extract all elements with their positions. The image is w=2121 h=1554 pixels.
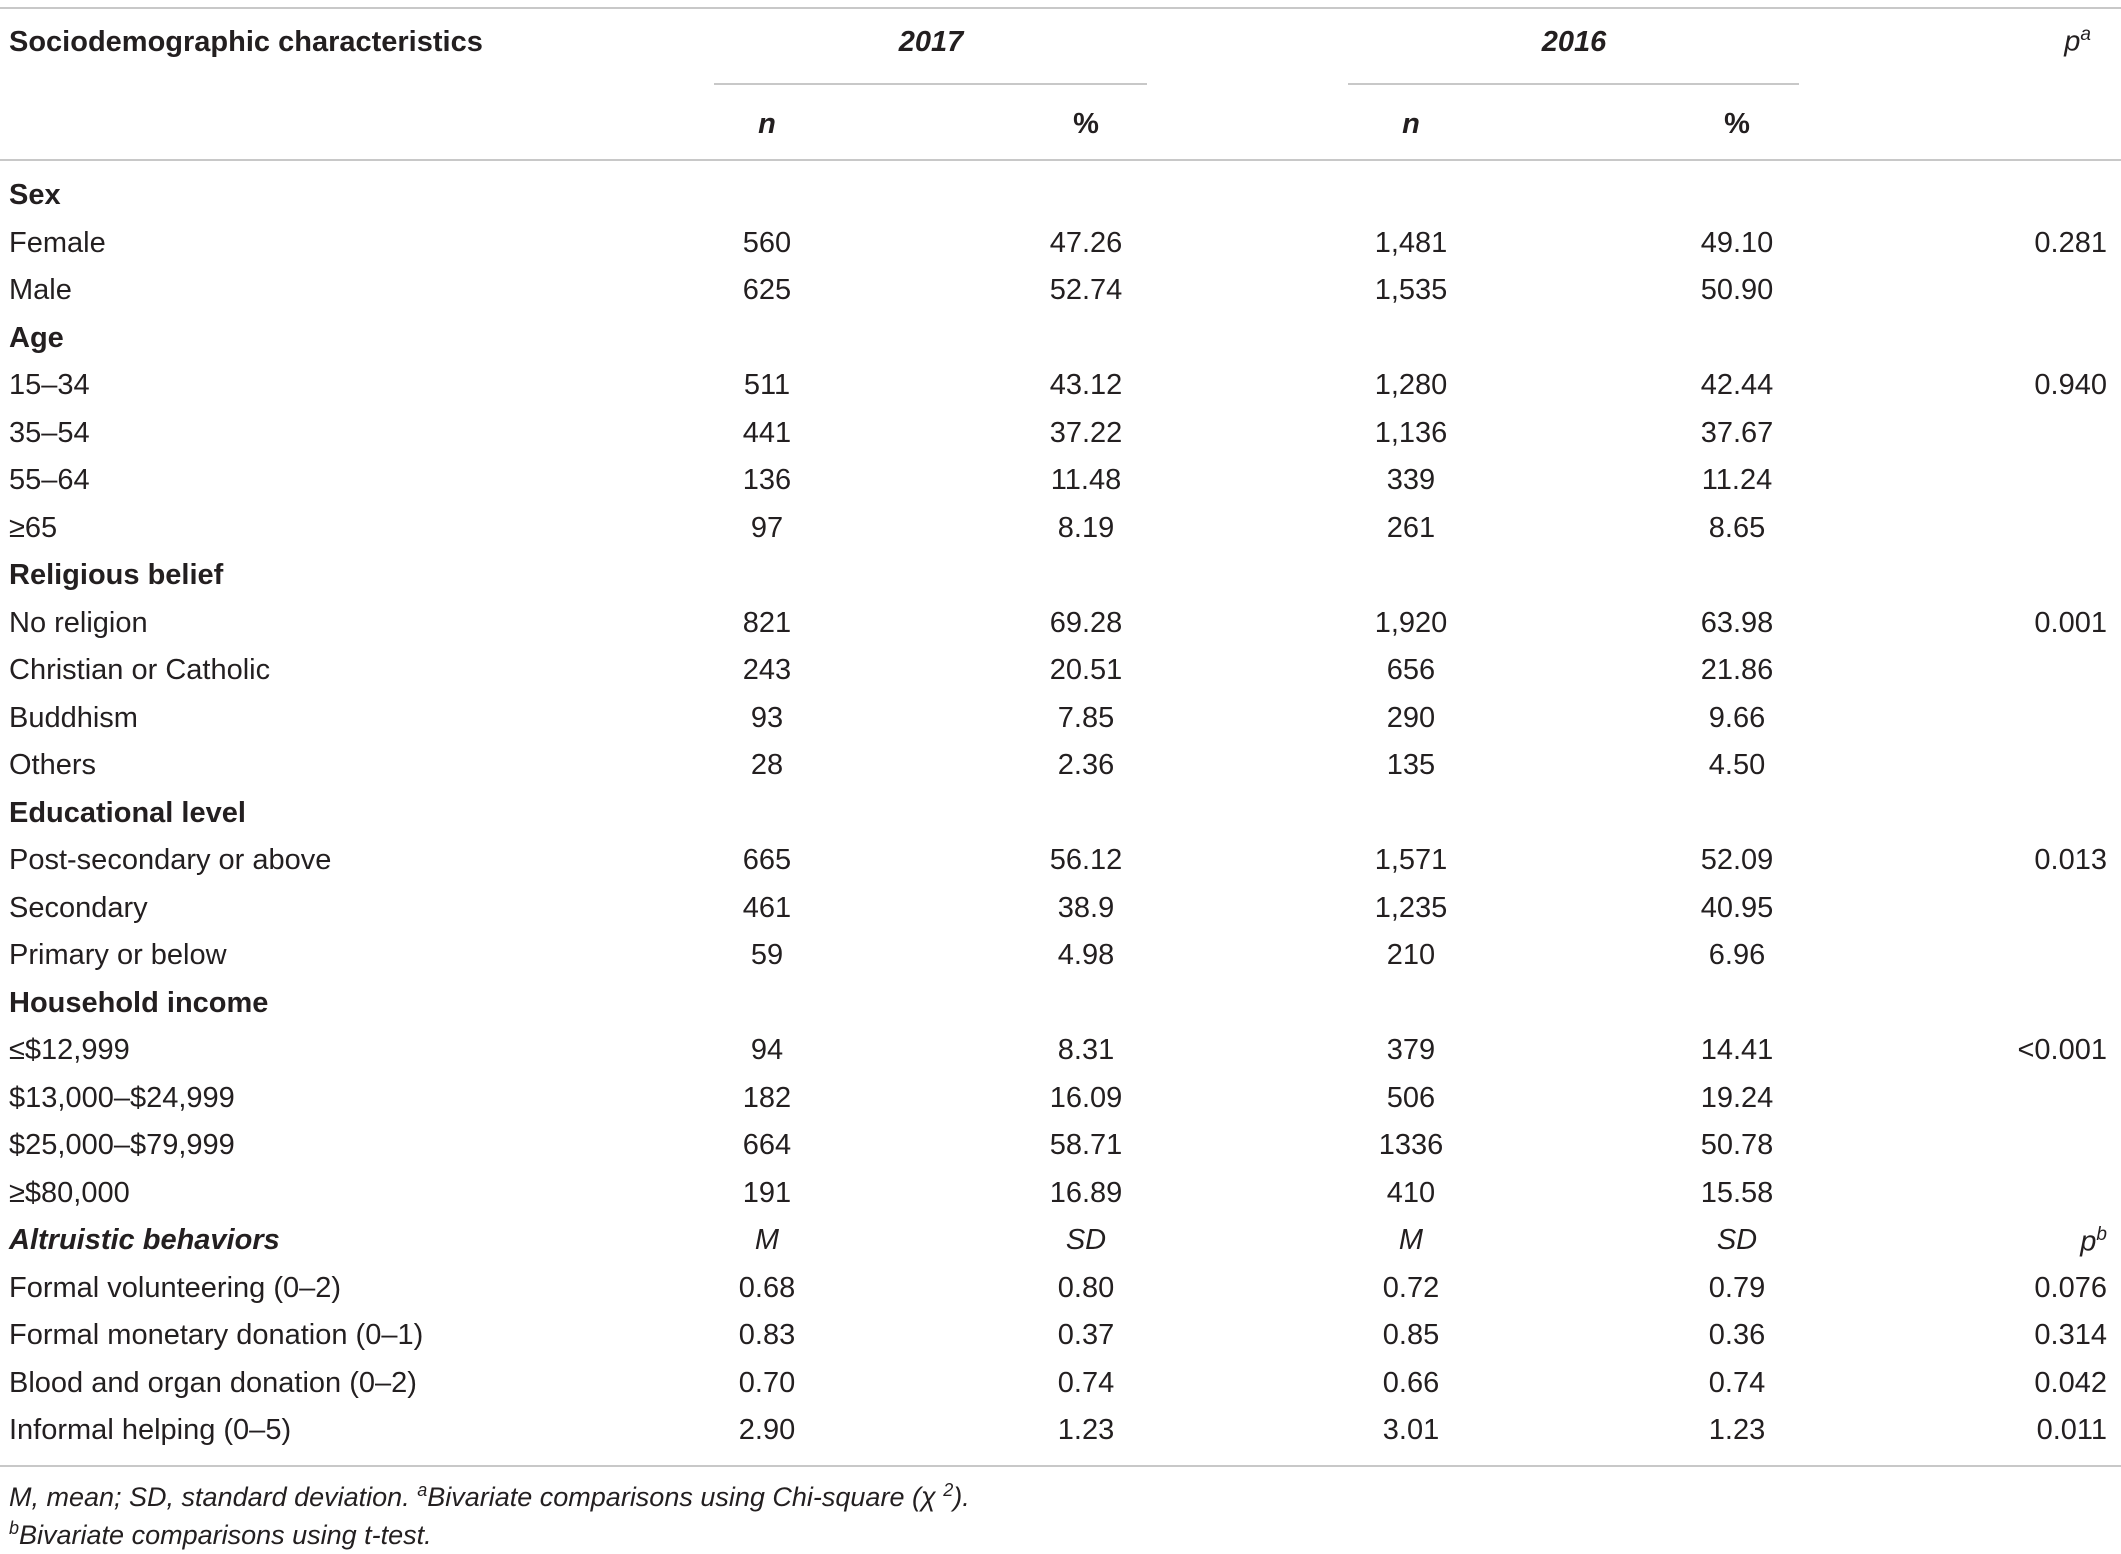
- cell-pct1: 16.09: [1049, 1081, 1123, 1114]
- footnote-2: $^b$Bivariate comparisons using t-test.: [9, 1518, 432, 1550]
- table-row: [0, 1363, 2121, 1411]
- cell-p: 0.011: [2036, 1414, 2107, 1446]
- cell-n2: 410: [1386, 1176, 1436, 1209]
- section-header-row: [0, 175, 2121, 223]
- column-header-p: $p^a$: [2064, 24, 2091, 58]
- cell-n2: 1,280: [1374, 369, 1448, 401]
- cell-pct2: 8.65: [1708, 511, 1766, 544]
- row-label: 55–64: [9, 464, 90, 496]
- column-header-2017: 2017: [898, 26, 964, 58]
- cell-n1: 821: [742, 606, 792, 639]
- table-row: [0, 1173, 2121, 1221]
- cell-n1: 97: [750, 511, 784, 544]
- row-label: Informal helping (0–5): [9, 1414, 292, 1446]
- row-label: $13,000–$24,999: [9, 1081, 235, 1114]
- cell-pct1: 8.31: [1057, 1034, 1115, 1066]
- section-label: Sex: [9, 179, 61, 211]
- row-label: Primary or below: [9, 939, 227, 971]
- column-header-2016: 2016: [1541, 26, 1607, 58]
- cell-n1: 511: [743, 369, 791, 401]
- cell-pct2: 0.36: [1708, 1319, 1766, 1351]
- cell-n1: 625: [742, 274, 792, 306]
- table-body: [0, 175, 2121, 1458]
- cell-pct1: 4.98: [1057, 939, 1115, 971]
- row-label: No religion: [9, 606, 148, 639]
- table-row: [0, 650, 2121, 698]
- cell-n2: 1336: [1378, 1129, 1444, 1161]
- section-label: Household income: [9, 986, 269, 1019]
- table-row: [0, 365, 2121, 413]
- table-row: [0, 888, 2121, 936]
- table-row: [0, 413, 2121, 461]
- row-label: Post-secondary or above: [9, 844, 332, 876]
- cell-pct2: 9.66: [1708, 701, 1766, 734]
- cell-pct2: 15.58: [1700, 1176, 1774, 1209]
- section-header-row: [0, 1220, 2121, 1268]
- table-row: [0, 840, 2121, 888]
- table-row: [0, 1410, 2121, 1458]
- cell-n1: 664: [742, 1129, 792, 1161]
- cell-p: 0.042: [2034, 1366, 2107, 1399]
- table-row: [0, 603, 2121, 651]
- table-row: [0, 1078, 2121, 1126]
- cell-pct2: 37.67: [1700, 416, 1774, 449]
- cell-p: 0.001: [2034, 606, 2107, 639]
- row-label: Buddhism: [9, 701, 138, 734]
- row-label: Formal volunteering (0–2): [9, 1271, 342, 1304]
- cell-pct1: 0.37: [1057, 1319, 1115, 1351]
- cell-n1: 182: [742, 1081, 792, 1114]
- cell-pct1: 43.12: [1049, 369, 1123, 401]
- subheader-pct-2017: %: [1073, 108, 1099, 140]
- cell-pct2: 40.95: [1700, 891, 1774, 924]
- cell-pct1: 38.9: [1057, 891, 1115, 924]
- cell-pct1: 0.74: [1057, 1366, 1115, 1399]
- cell-n2: 0.72: [1382, 1271, 1440, 1304]
- row-label: $25,000–$79,999: [9, 1129, 235, 1161]
- cell-n2: 1,136: [1374, 416, 1448, 449]
- table-row: [0, 223, 2121, 271]
- subheader-pct-2016: %: [1724, 108, 1750, 140]
- section-label: Altruistic behaviors: [9, 1224, 280, 1256]
- cell-pct2: 19.24: [1700, 1081, 1774, 1114]
- subheader-n-2016: n: [1402, 108, 1420, 140]
- cell-pct1: 69.28: [1049, 606, 1123, 639]
- top-rule: [0, 7, 2121, 9]
- cell-pct1: 8.19: [1057, 511, 1115, 544]
- cell-n1: 94: [750, 1034, 784, 1066]
- cell-n1: 136: [742, 464, 792, 496]
- cell-pct2: 0.79: [1708, 1271, 1766, 1304]
- cell-n2: 261: [1386, 511, 1436, 544]
- row-label: Blood and organ donation (0–2): [9, 1366, 417, 1399]
- year-2017-underline: [714, 83, 1147, 85]
- cell-n2: 1,481: [1374, 226, 1448, 259]
- cell-n2: 290: [1386, 701, 1436, 734]
- row-label: Male: [9, 274, 72, 306]
- row-label: ≥65: [9, 511, 58, 544]
- cell-p: $p^b$: [2080, 1224, 2107, 1258]
- cell-n1: 0.70: [738, 1366, 796, 1399]
- section-header-row: [0, 318, 2121, 366]
- cell-pct1: 58.71: [1049, 1129, 1123, 1161]
- cell-n1: 0.68: [738, 1271, 796, 1304]
- cell-pct2: 50.90: [1700, 274, 1774, 306]
- cell-n2: M: [1398, 1224, 1424, 1256]
- section-label: Educational level: [9, 796, 246, 829]
- cell-pct1: 56.12: [1049, 844, 1123, 876]
- cell-n2: 0.66: [1382, 1366, 1440, 1399]
- row-label: ≤$12,999: [9, 1034, 130, 1066]
- cell-pct2: 50.78: [1700, 1129, 1774, 1161]
- row-label: Female: [9, 226, 106, 259]
- row-label: Others: [9, 749, 97, 781]
- cell-pct2: 6.96: [1708, 939, 1766, 971]
- cell-p: <0.001: [2017, 1034, 2107, 1066]
- table-row: [0, 508, 2121, 556]
- cell-n2: 1,235: [1374, 891, 1448, 924]
- cell-pct1: 16.89: [1049, 1176, 1123, 1209]
- cell-pct1: SD: [1065, 1224, 1107, 1256]
- cell-pct2: 49.10: [1700, 226, 1774, 259]
- cell-n2: 379: [1386, 1034, 1436, 1066]
- cell-n2: 210: [1386, 939, 1436, 971]
- cell-pct1: 0.80: [1057, 1271, 1115, 1304]
- cell-n1: 665: [742, 844, 792, 876]
- table-row: [0, 935, 2121, 983]
- table-row: [0, 745, 2121, 793]
- cell-n2: 506: [1386, 1081, 1436, 1114]
- row-label: 15–34: [9, 369, 90, 401]
- cell-p: 0.281: [2034, 226, 2107, 259]
- cell-n2: 1,920: [1374, 606, 1448, 639]
- cell-n1: 0.83: [738, 1319, 796, 1351]
- cell-pct2: 21.86: [1700, 654, 1774, 686]
- cell-p: 0.314: [2034, 1319, 2107, 1351]
- row-label: 35–54: [9, 416, 90, 449]
- column-header-characteristics: Sociodemographic characteristics: [9, 26, 483, 58]
- cell-n2: 339: [1386, 464, 1436, 496]
- cell-pct1: 20.51: [1049, 654, 1123, 686]
- cell-n2: 1,535: [1374, 274, 1448, 306]
- section-label: Age: [9, 321, 64, 354]
- cell-p: 0.076: [2034, 1271, 2107, 1304]
- cell-n1: M: [754, 1224, 780, 1256]
- cell-pct2: 4.50: [1708, 749, 1766, 781]
- cell-n1: 461: [742, 891, 792, 924]
- cell-n2: 135: [1386, 749, 1436, 781]
- row-label: ≥$80,000: [9, 1176, 130, 1209]
- cell-n1: 191: [742, 1176, 792, 1209]
- cell-pct2: 14.41: [1700, 1034, 1774, 1066]
- header-bottom-rule: [0, 159, 2121, 161]
- section-header-row: [0, 793, 2121, 841]
- cell-pct2: 11.24: [1701, 464, 1773, 496]
- cell-pct1: 52.74: [1049, 274, 1123, 306]
- cell-pct2: 1.23: [1708, 1414, 1766, 1446]
- cell-pct1: 11.48: [1050, 464, 1122, 496]
- table-bottom-rule: [0, 1465, 2121, 1467]
- section-header-row: [0, 983, 2121, 1031]
- cell-n2: 3.01: [1382, 1414, 1440, 1446]
- cell-pct2: 63.98: [1700, 606, 1774, 639]
- cell-pct2: 52.09: [1700, 844, 1774, 876]
- section-header-row: [0, 555, 2121, 603]
- row-label: Formal monetary donation (0–1): [9, 1319, 424, 1351]
- cell-pct1: 37.22: [1049, 416, 1123, 449]
- table-row: [0, 1315, 2121, 1363]
- table-row: [0, 270, 2121, 318]
- row-label: Secondary: [9, 891, 148, 924]
- year-2016-underline: [1348, 83, 1799, 85]
- cell-n2: 1,571: [1374, 844, 1448, 876]
- cell-pct1: 7.85: [1057, 701, 1115, 734]
- cell-pct1: 1.23: [1057, 1414, 1115, 1446]
- cell-n1: 28: [750, 749, 784, 781]
- table-row: [0, 1268, 2121, 1316]
- cell-pct2: 42.44: [1700, 369, 1774, 401]
- cell-n1: 441: [742, 416, 792, 449]
- section-label: Religious belief: [9, 559, 224, 591]
- table-row: [0, 698, 2121, 746]
- cell-n1: 93: [750, 701, 784, 734]
- cell-n1: 59: [750, 939, 784, 971]
- cell-pct2: SD: [1716, 1224, 1758, 1256]
- cell-n1: 243: [742, 654, 792, 686]
- cell-pct2: 0.74: [1708, 1366, 1766, 1399]
- cell-n1: 560: [742, 226, 792, 259]
- table-row: [0, 1030, 2121, 1078]
- cell-n2: 656: [1386, 654, 1436, 686]
- cell-n1: 2.90: [738, 1414, 796, 1446]
- cell-n2: 0.85: [1382, 1319, 1440, 1351]
- table-row: [0, 1125, 2121, 1173]
- cell-p: 0.940: [2034, 369, 2107, 401]
- row-label: Christian or Catholic: [9, 654, 271, 686]
- subheader-n-2017: n: [758, 108, 776, 140]
- cell-pct1: 2.36: [1057, 749, 1115, 781]
- cell-pct1: 47.26: [1049, 226, 1123, 259]
- footnote-1: M, mean; SD, standard deviation. $^a$Bivariate comparisons using Chi-square (χ $^2$).: [9, 1480, 970, 1512]
- cell-p: 0.013: [2034, 844, 2107, 876]
- table-row: [0, 460, 2121, 508]
